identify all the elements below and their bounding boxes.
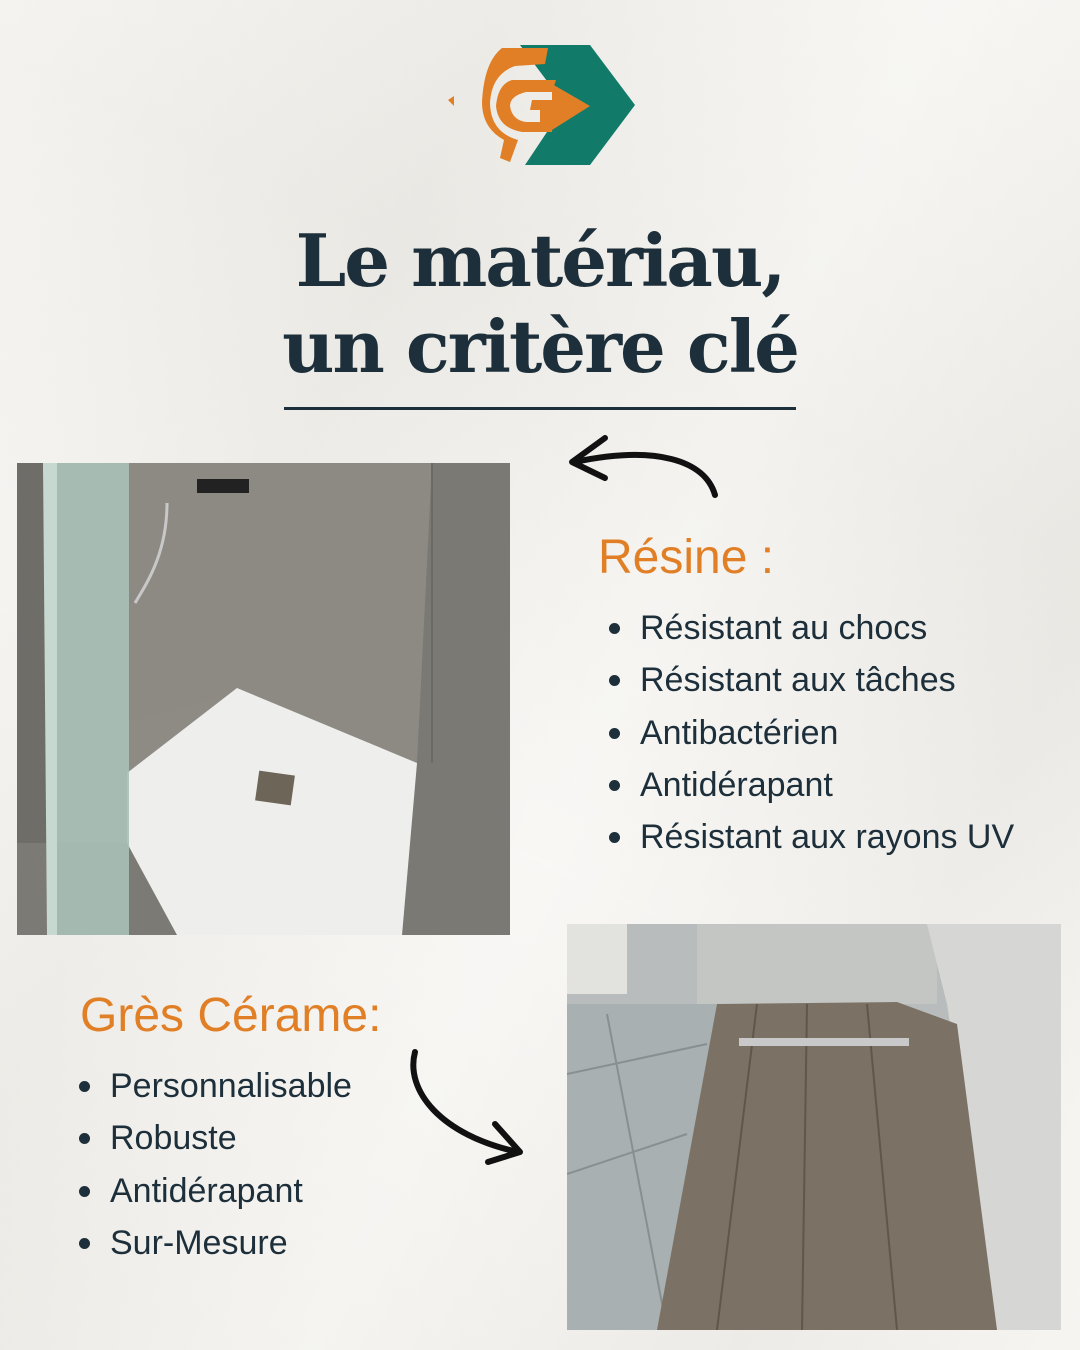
list-item: Résistant aux rayons UV [605,811,1014,863]
list-item: Antibactérien [605,707,1014,759]
gres-shower-photo [567,924,1061,1330]
list-item: Robuste [75,1112,352,1164]
title-line-2: un critère clé [282,304,798,389]
list-item: Sur-Mesure [75,1217,352,1269]
title-line-1: Le matériau, [295,218,785,303]
gres-heading: Grès Cérame: [80,989,382,1042]
g-chevron-logo-icon [440,40,640,175]
list-item: Antidérapant [605,759,1014,811]
curved-arrow-down-right-icon [400,1040,535,1170]
list-item: Résistant aux tâches [605,654,1014,706]
list-item: Personnalisable [75,1060,352,1112]
resine-shower-photo [17,463,510,935]
title-underline [284,407,796,410]
curved-arrow-left-icon [560,420,730,505]
resine-feature-list [605,602,1014,863]
list-item: Antidérapant [75,1165,352,1217]
resine-heading: Résine : [598,531,775,584]
gres-feature-list [75,1060,352,1269]
page-title [0,218,1080,390]
list-item: Résistant au chocs [605,602,1014,654]
